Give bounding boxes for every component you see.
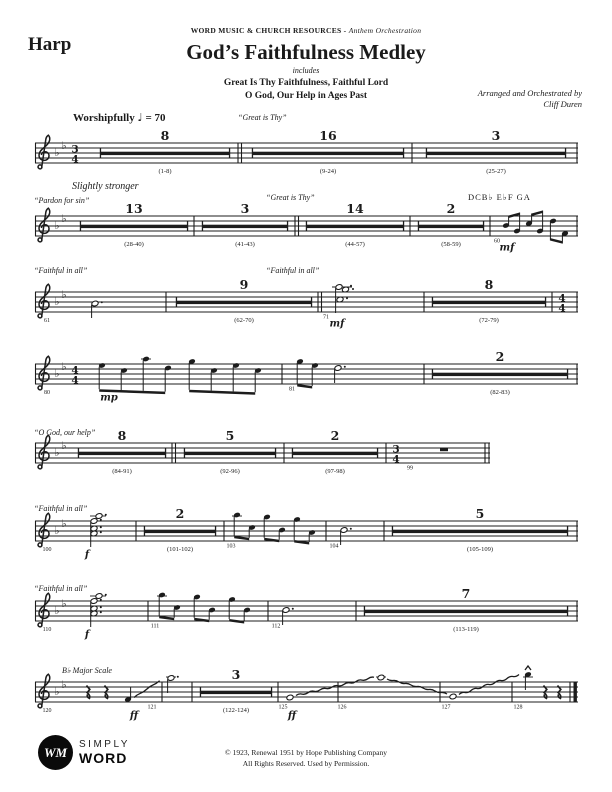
page-title: God’s Faithfulness Medley <box>186 40 426 64</box>
measure-number: 127 <box>441 704 451 711</box>
measure-number: 121 <box>147 704 157 711</box>
key-flat-icon: ♭ <box>54 525 60 537</box>
glissando-wave-up <box>459 675 519 695</box>
measure-range: (113-119) <box>453 626 479 633</box>
multirest-92-96 <box>184 428 276 475</box>
system-2-staff <box>35 201 578 254</box>
measure-range: (41-43) <box>235 241 255 248</box>
multirest-count: 8 <box>160 128 170 143</box>
time-signature-top: 3 <box>392 443 400 456</box>
measure-127-gliss <box>442 675 520 711</box>
treble-clef-icon <box>38 208 50 242</box>
key-flat-icon: ♭ <box>61 439 67 452</box>
key-flat-icon: ♭ <box>54 368 60 380</box>
multirest-9-24 <box>252 128 404 175</box>
system-5-staff <box>35 428 490 475</box>
dynamic-mf: mf <box>329 318 345 330</box>
multirest-count: 5 <box>225 428 235 443</box>
measure-number: 71 <box>323 314 329 321</box>
treble-clef-icon <box>38 284 50 318</box>
measure-range: (92-96) <box>220 468 240 475</box>
treble-clef-icon <box>38 356 50 390</box>
dynamic-mp: mp <box>100 392 118 404</box>
multirest-101-102 <box>144 506 216 553</box>
measure-range: (101-102) <box>167 546 193 553</box>
time-signature-bottom: 4 <box>71 153 79 166</box>
multirest-count: 8 <box>484 277 494 292</box>
treble-clef-icon <box>38 513 50 547</box>
multirest-41-43 <box>202 201 288 248</box>
staff-system-2 <box>0 198 612 256</box>
copyright-line1: © 1923, Renewal 1951 by Hope Publishing Company <box>225 748 387 757</box>
multirest-97-98 <box>292 428 378 475</box>
system-4-staff <box>35 349 578 404</box>
song-title-2: O God, Our Help in Ages Past <box>244 91 368 101</box>
dynamic-f: f <box>84 549 90 561</box>
multirest-44-57 <box>306 201 404 248</box>
measure-100-chord <box>43 513 107 561</box>
measure-125-gliss <box>279 677 375 721</box>
treble-clef-icon <box>38 135 50 169</box>
tempo-marking <box>73 111 165 124</box>
measure-number: 80 <box>44 390 50 396</box>
key-flat-icon: ♭ <box>54 447 60 459</box>
quarter-note-icon: ♩ <box>137 111 143 124</box>
cue-bb-major-scale: B♭ Major Scale <box>62 666 112 675</box>
multirest-72-79 <box>432 277 546 324</box>
multirest-count: 2 <box>446 201 456 216</box>
multirest-count: 13 <box>125 201 143 216</box>
measure-range: (62-70) <box>234 317 254 324</box>
key-flat-icon: ♭ <box>61 288 67 301</box>
publisher-logo-icon: WM <box>38 735 73 770</box>
key-flat-icon: ♭ <box>61 360 67 373</box>
measure-number: 60 <box>494 238 500 245</box>
measure-number: 99 <box>407 465 413 472</box>
arranger-line2: Cliff Duren <box>543 99 582 109</box>
measure-range: (72-79) <box>479 317 499 324</box>
instrument-label: Harp <box>28 34 72 55</box>
measure-range: (105-109) <box>467 546 493 553</box>
multirest-count: 2 <box>175 506 185 521</box>
measure-121-notes <box>148 675 179 711</box>
system-6-staff <box>35 506 578 561</box>
publisher-name: WORD MUSIC & CHURCH RESOURCES - <box>190 26 347 35</box>
key-flat-icon: ♭ <box>54 147 60 159</box>
measure-number: 81 <box>289 386 295 393</box>
multirest-1-8 <box>100 128 230 175</box>
final-barline-thick <box>574 682 577 703</box>
arranger-line1: Arranged and Orchestrated by <box>477 88 582 98</box>
measure-number: 100 <box>42 547 52 553</box>
series-name: Anthem Orchestration <box>348 26 422 35</box>
cue-o-god-our-help: “O God, our help” <box>34 428 96 437</box>
publisher-line <box>0 26 612 35</box>
glissando-wave-up <box>296 677 374 695</box>
staff-system-5 <box>0 425 612 483</box>
measure-number: 126 <box>337 704 347 711</box>
multirest-113-119 <box>364 586 568 633</box>
multirest-count: 9 <box>239 277 249 292</box>
measure-range: (84-91) <box>112 468 132 475</box>
key-flat-icon: ♭ <box>54 220 60 232</box>
time-signature-top: 4 <box>558 292 566 305</box>
key-flat-icon: ♭ <box>54 296 60 308</box>
treble-clef-icon <box>38 435 50 469</box>
measure-range: (1-8) <box>158 168 172 175</box>
includes-label: includes <box>292 66 320 75</box>
multirest-count: 8 <box>117 428 127 443</box>
key-flat-icon: ♭ <box>61 678 67 691</box>
key-flat-icon: ♭ <box>61 139 67 152</box>
staff-system-3 <box>0 274 612 332</box>
measure-number: 112 <box>271 623 281 630</box>
staff-system-8 <box>0 664 612 722</box>
song-title-1: Great Is Thy Faithfulness, Faithful Lord <box>223 78 389 88</box>
measure-number: 111 <box>150 623 160 630</box>
system-8-staff <box>35 666 578 722</box>
multirest-122-124 <box>200 667 272 714</box>
cue-faithful-3: “Faithful in all” <box>34 504 88 513</box>
key-flat-icon: ♭ <box>54 686 60 698</box>
arranger-credit <box>478 88 582 110</box>
copyright-line2: All Rights Reserved. Used by Permission. <box>242 759 370 768</box>
multirest-count: 3 <box>231 667 241 682</box>
measure-81-notes <box>289 358 346 392</box>
cue-great-is-thy-2: “Great is Thy” <box>266 193 315 202</box>
measure-range: (82-83) <box>490 389 510 396</box>
measure-range: (28-40) <box>124 241 144 248</box>
measure-60-notes <box>494 211 569 254</box>
staff-system-7 <box>0 583 612 641</box>
measure-99-rest <box>407 448 448 471</box>
time-signature-bottom: 4 <box>392 453 400 466</box>
copyright-notice <box>0 747 612 769</box>
multirest-count: 5 <box>475 506 485 521</box>
multirest-count: 3 <box>240 201 250 216</box>
measure-number: 104 <box>329 543 339 550</box>
measure-number: 125 <box>278 704 288 711</box>
key-flat-icon: ♭ <box>61 212 67 225</box>
whole-rest <box>440 448 448 451</box>
measure-range: (122-124) <box>223 707 249 714</box>
glissando-line <box>134 681 160 698</box>
measure-number: 120 <box>42 708 52 714</box>
dynamic-mf: mf <box>499 242 515 254</box>
measure-110-chord <box>43 593 107 641</box>
multirest-count: 16 <box>319 128 337 143</box>
multirest-count: 2 <box>495 349 505 364</box>
tempo-value: = 70 <box>145 112 166 124</box>
logo-text-simply: SIMPLY <box>79 739 130 750</box>
measure-128-notes <box>514 666 561 711</box>
multirest-58-59 <box>418 201 484 248</box>
cue-faithful-4: “Faithful in all” <box>34 584 88 593</box>
multirest-84-91 <box>78 428 166 475</box>
multirest-25-27 <box>426 128 566 175</box>
system-7-staff <box>35 586 578 641</box>
cue-pardon-for-sin: “Pardon for sin” <box>34 196 90 205</box>
time-signature-bottom: 4 <box>71 374 79 387</box>
measure-range: (97-98) <box>325 468 345 475</box>
measure-112-notes <box>272 607 294 630</box>
key-flat-icon: ♭ <box>54 605 60 617</box>
harp-pedal-marking: DCB♭ E♭F GA <box>468 192 531 202</box>
time-signature-bottom: 4 <box>558 302 566 315</box>
key-flat-icon: ♭ <box>61 597 67 610</box>
staff-system-1 <box>0 125 612 183</box>
staff-system-4 <box>0 346 612 404</box>
measure-number: 110 <box>42 627 52 633</box>
multirest-count: 14 <box>346 201 364 216</box>
multirest-28-40 <box>80 201 188 248</box>
measure-104-notes <box>330 527 352 550</box>
cue-slightly-stronger: Slightly stronger <box>72 181 139 192</box>
treble-clef-icon <box>38 674 50 708</box>
multirest-count: 3 <box>491 128 501 143</box>
measure-number: 128 <box>513 704 523 711</box>
key-flat-icon: ♭ <box>61 517 67 530</box>
measure-range: (9-24) <box>319 168 337 175</box>
multirest-82-83 <box>432 349 568 396</box>
cue-great-is-thy-1: “Great is Thy” <box>238 113 287 122</box>
logo-text-word: WORD <box>79 750 128 766</box>
measure-number: 61 <box>44 318 50 324</box>
measure-range: (25-27) <box>486 168 506 175</box>
multirest-count: 2 <box>330 428 340 443</box>
multirest-105-109 <box>392 506 568 553</box>
multirest-62-70 <box>176 277 312 324</box>
dynamic-ff: ff <box>129 710 139 722</box>
marcato-accent-icon <box>525 666 531 670</box>
tempo-word: Worshipfully <box>73 112 135 124</box>
multirest-count: 7 <box>461 586 471 601</box>
measure-range: (58-59) <box>441 241 461 248</box>
staff-lines <box>35 682 578 702</box>
time-signature-top: 4 <box>71 364 79 377</box>
system-3-staff <box>35 277 578 330</box>
dynamic-f: f <box>84 629 90 641</box>
measure-range: (44-57) <box>345 241 365 248</box>
treble-clef-icon <box>38 593 50 627</box>
time-signature-top: 3 <box>71 143 79 156</box>
cue-faithful-1: “Faithful in all” <box>34 266 88 275</box>
dynamic-ff: ff <box>287 710 297 722</box>
measure-number: 103 <box>226 543 236 550</box>
system-1-staff <box>35 128 578 175</box>
cue-faithful-2: “Faithful in all” <box>266 266 320 275</box>
staff-system-6 <box>0 503 612 561</box>
